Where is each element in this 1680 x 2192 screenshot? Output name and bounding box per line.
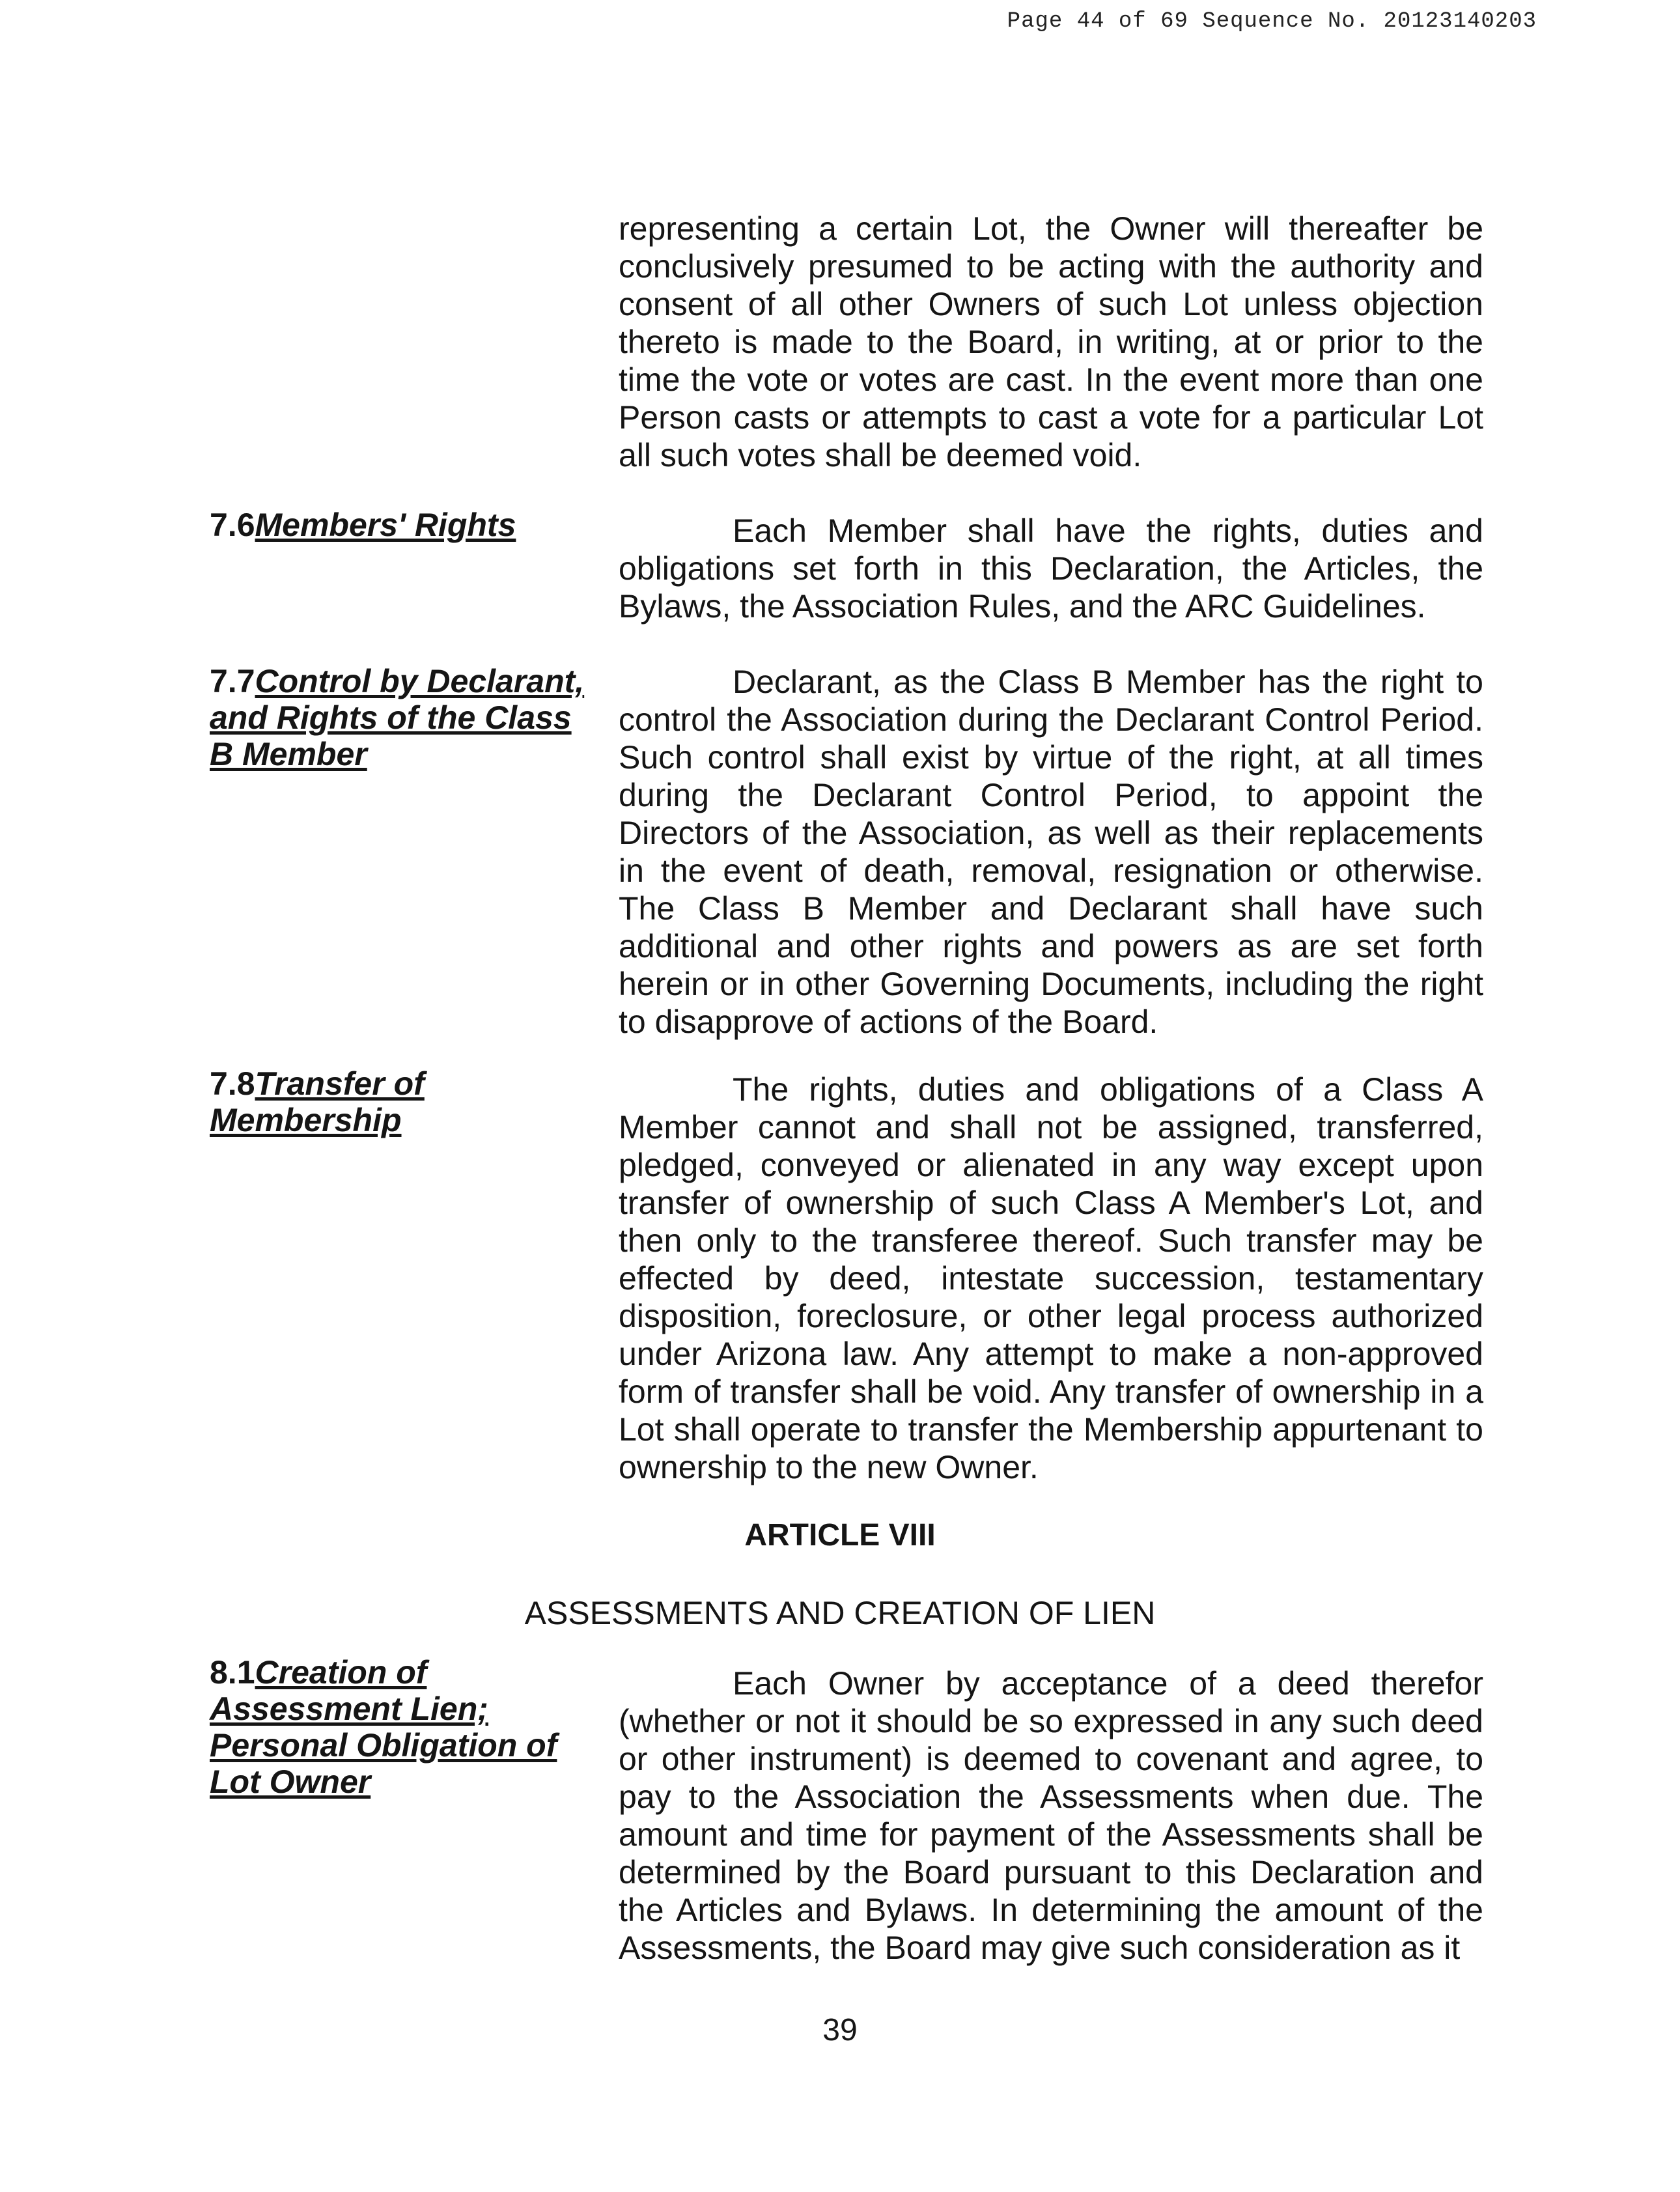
- section-7-7-number: 7.7: [210, 663, 255, 699]
- section-7-6-number: 7.6: [210, 507, 255, 543]
- section-7-7-paragraph: Declarant, as the Class B Member has the right to control the Association during the Declarant Control Period. Such control shall exist by virtue of the right, at all times during the Declarant Control Period, to appoint the Directors of the Association, as well as their replacements in the event of death, removal, resignation or otherwise. The Class B Member and Declarant shall have such additional and other rights and powers as are set forth herein or in other Governing Documents, including the right to disapprove of actions of the Board.: [619, 664, 1483, 1040]
- section-8-1-title: Creation of Assessment Lien; Personal Obligation of Lot Owner: [210, 1654, 557, 1800]
- section-7-6-title: Members' Rights: [255, 507, 516, 543]
- section-7-8-number: 7.8: [210, 1065, 255, 1102]
- article-heading-text: ARTICLE VIII: [744, 1518, 936, 1553]
- section-7-8-paragraph: The rights, duties and obligations of a Class A Member cannot and shall not be assigned, transferred, pledged, conveyed or alienated in any way except upon transfer of ownership of such Class A Member's Lot, and then only to the transferee thereof. Such transfer may be effected by deed, intestate succession, testamentary disposition, foreclosure, or other legal process authorized under Arizona law. Any attempt to make a non-approved form of transfer shall be void. Any transfer of ownership in a Lot shall operate to transfer the Membership appurtenant to ownership to the new Owner.: [619, 1071, 1483, 1485]
- section-7-8-label: [210, 1065, 483, 1138]
- section-7-6-label: [210, 507, 607, 543]
- section-8-1-label: [210, 1654, 574, 1800]
- section-7-7-title: Control by Declarant, and Rights of the Class B Member: [210, 663, 585, 772]
- article-heading: [0, 1517, 1680, 1553]
- article-subheading: [0, 1594, 1680, 1632]
- article-subheading-text: ASSESSMENTS AND CREATION OF LIEN: [524, 1595, 1156, 1631]
- page-header: Page 44 of 69 Sequence No. 20123140203: [1007, 9, 1537, 34]
- page-number: 39: [822, 2013, 858, 2047]
- section-7-8-title: Transfer of Membership: [210, 1065, 425, 1138]
- continuation-paragraph: representing a certain Lot, the Owner will thereafter be conclusively presumed to be acting with the authority and consent of all other Owners of such Lot unless objection thereto is made to the Board, in writing, at or prior to the time the vote or votes are cast. In the event more than one Person casts or attempts to cast a vote for a particular Lot all such votes shall be deemed void.: [619, 210, 1483, 473]
- section-7-6-paragraph: Each Member shall have the rights, duties and obligations set forth in this Declaration, the Articles, the Bylaws, the Association Rules, and the ARC Guidelines.: [619, 513, 1483, 625]
- section-8-1-number: 8.1: [210, 1654, 255, 1691]
- section-7-7-label: [210, 663, 600, 772]
- section-8-1-paragraph: Each Owner by acceptance of a deed therefor (whether or not it should be so expressed in any such deed or other instrument) is deemed to covenant and agree, to pay to the Association the Assessments when due. The amount and time for payment of the Assessments shall be determined by the Board pursuant to this Declaration and the Articles and Bylaws. In determining the amount of the Assessments, the Board may give such consideration as it: [619, 1665, 1483, 1966]
